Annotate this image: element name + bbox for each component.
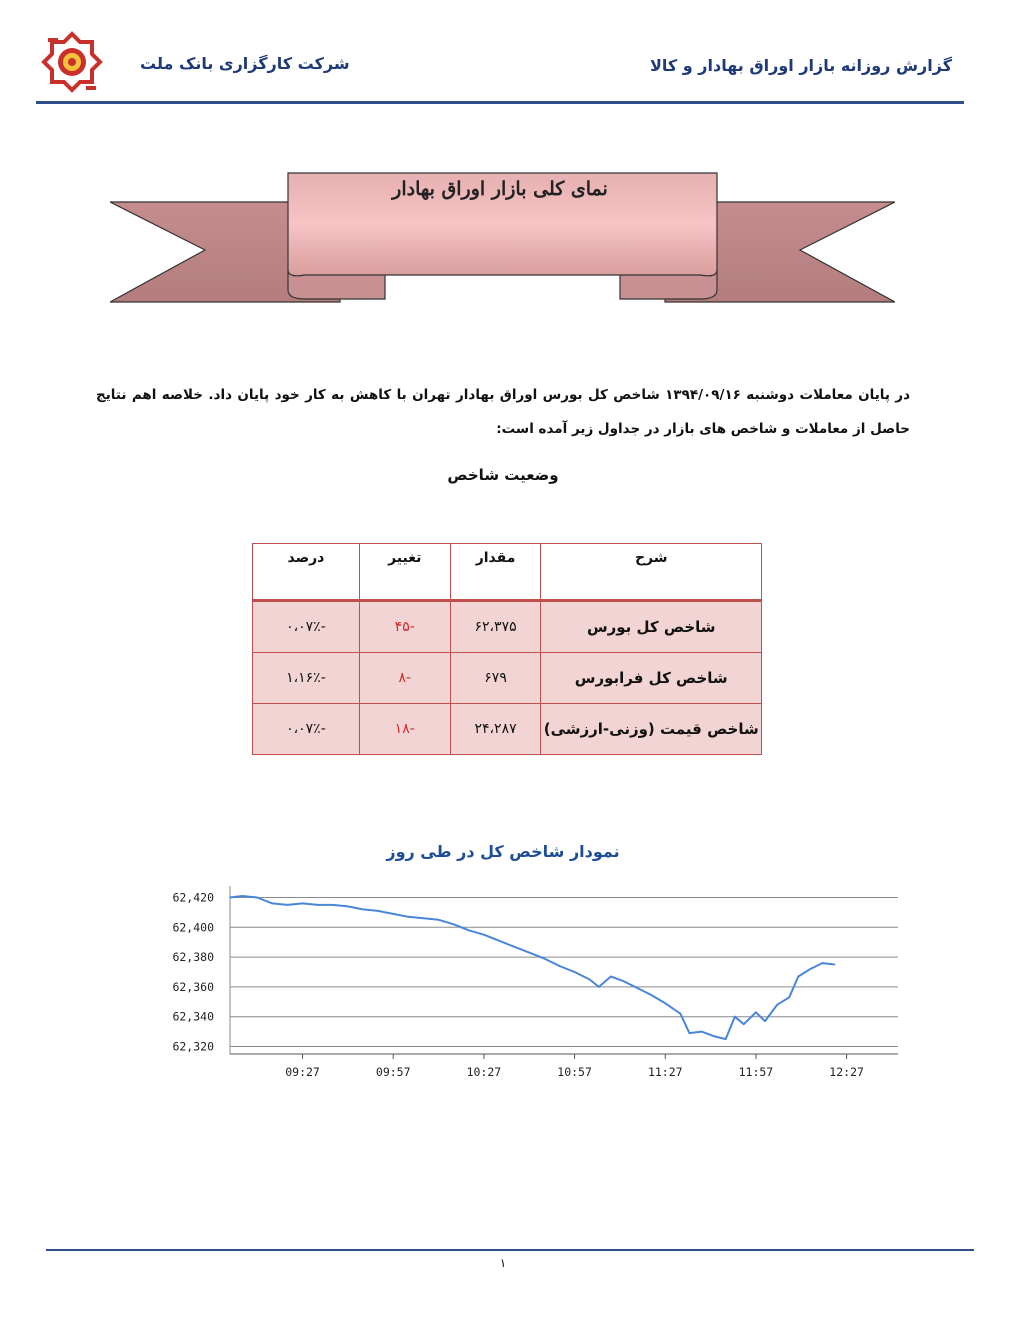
data-point [256, 897, 258, 899]
data-point [834, 964, 836, 966]
data-point [408, 916, 410, 918]
data-point [610, 976, 612, 978]
data-point [287, 904, 289, 906]
data-point [229, 897, 231, 899]
table-row [253, 704, 762, 755]
row-percent: -۰،۰۷٪ [253, 601, 360, 653]
x-tick-label: 12:27 [829, 1065, 864, 1079]
row-change: -۴۵ [359, 601, 450, 653]
data-point [649, 994, 651, 996]
header-divider [36, 101, 964, 104]
data-point [272, 903, 274, 905]
data-point [392, 913, 394, 915]
data-point [634, 986, 636, 988]
column-header-percent: درصد [253, 544, 360, 601]
data-point [764, 1020, 766, 1022]
x-tick-label: 10:27 [466, 1065, 502, 1079]
x-tick-label: 10:57 [557, 1065, 592, 1079]
y-tick-label: 62,420 [172, 890, 214, 905]
data-point [622, 980, 624, 982]
chart-title: نمودار شاخص کل در طی روز [386, 842, 620, 861]
table-caption: وضعیت شاخص [447, 466, 559, 484]
data-point [574, 971, 576, 973]
y-tick-label: 62,360 [172, 979, 214, 994]
row-percent: -۰،۰۷٪ [253, 704, 360, 755]
row-value: ۲۴،۲۸۷ [450, 704, 541, 755]
row-percent: -۱،۱۶٪ [253, 653, 360, 704]
data-point [302, 903, 304, 905]
column-header-value: مقدار [450, 544, 541, 601]
data-point [498, 940, 500, 942]
column-header-description: شرح [541, 544, 762, 601]
data-point [788, 997, 790, 999]
company-logo [38, 30, 106, 98]
page-number: ۱ [499, 1256, 507, 1270]
y-tick-label: 62,380 [172, 950, 214, 965]
data-point [713, 1035, 715, 1037]
data-point [423, 918, 425, 920]
table-row [253, 653, 762, 704]
data-point [559, 965, 561, 967]
data-point [725, 1038, 727, 1040]
data-point [438, 919, 440, 921]
data-point [453, 924, 455, 926]
series-line [230, 896, 835, 1039]
row-value: ۶۲،۳۷۵ [450, 601, 541, 653]
company-name: شرکت کارگزاری بانک ملت [140, 54, 350, 73]
report-title: گزارش روزانه بازار اوراق بهادار و کالا [649, 56, 952, 75]
data-point [317, 904, 319, 906]
column-header-change: تغییر [359, 544, 450, 601]
x-tick-label: 09:27 [285, 1065, 320, 1079]
data-point [743, 1023, 745, 1025]
data-point [483, 934, 485, 936]
y-tick-label: 62,320 [172, 1039, 214, 1054]
data-point [810, 968, 812, 970]
row-description: شاخص قیمت (وزنی-ارزشی) [541, 704, 762, 755]
y-tick-label: 62,340 [172, 1009, 214, 1024]
table-header-row [253, 544, 762, 601]
index-status-table [252, 543, 762, 755]
data-point [689, 1032, 691, 1034]
data-point [377, 910, 379, 912]
data-point [241, 895, 243, 897]
data-point [665, 1003, 667, 1005]
row-value: ۶۷۹ [450, 653, 541, 704]
intraday-index-chart [150, 870, 920, 1100]
data-point [598, 986, 600, 988]
row-change: -۸ [359, 653, 450, 704]
data-point [528, 952, 530, 954]
data-point [734, 1016, 736, 1018]
data-point [513, 946, 515, 948]
data-point [332, 904, 334, 906]
table-row [253, 601, 762, 653]
intro-paragraph: در پایان معاملات دوشنبه ۱۳۹۴/۰۹/۱۶ شاخص کل بورس اوراق بهادار تهران با کاهش به کار خود پایان داد. خلاصه اهم نتایج حاصل از معاملات و شاخص های بازار در جداول زیر آمده است: [96, 387, 910, 437]
data-point [589, 979, 591, 981]
x-tick-label: 11:57 [738, 1065, 774, 1079]
data-point [468, 930, 470, 932]
x-tick-label: 11:27 [647, 1065, 683, 1079]
footer-divider [46, 1249, 974, 1251]
data-point [798, 976, 800, 978]
data-point [544, 958, 546, 960]
y-tick-label: 62,400 [172, 920, 214, 935]
data-point [755, 1012, 757, 1014]
data-point [822, 962, 824, 964]
banner-title: نمای کلی بازار اوراق بهادار [392, 178, 608, 200]
row-description: شاخص کل فرابورس [541, 653, 762, 704]
data-point [701, 1031, 703, 1033]
row-description: شاخص کل بورس [541, 601, 762, 653]
data-point [776, 1004, 778, 1006]
data-point [680, 1013, 682, 1015]
row-change: -۱۸ [359, 704, 450, 755]
data-point [347, 906, 349, 908]
data-point [362, 909, 364, 911]
x-tick-label: 09:57 [375, 1065, 411, 1079]
